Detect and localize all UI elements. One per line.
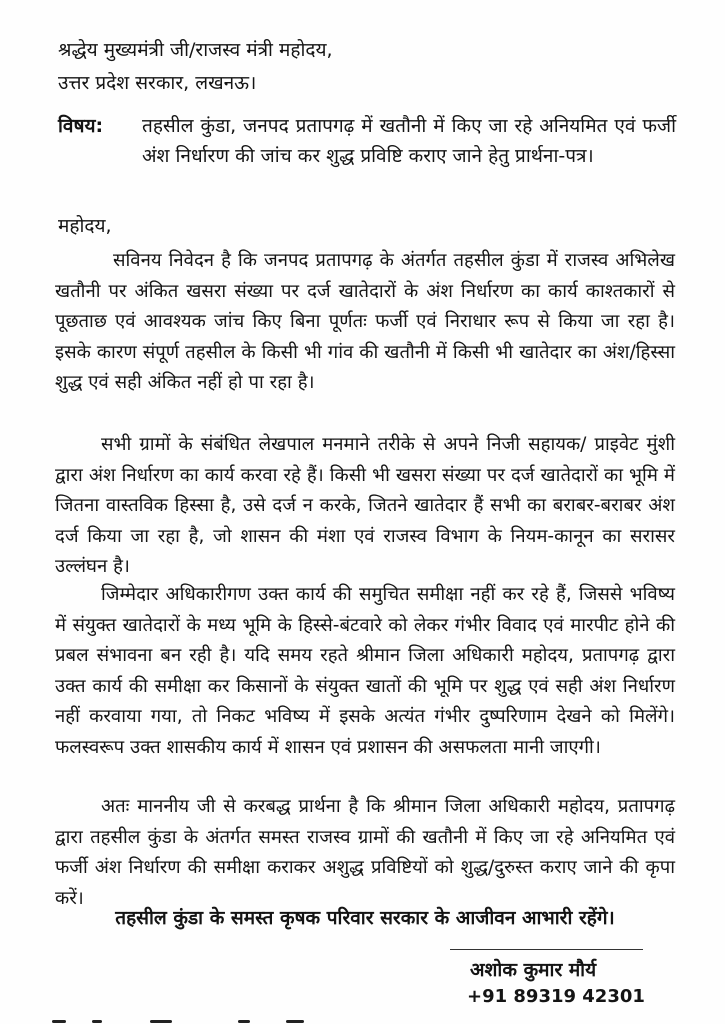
cut-mark xyxy=(150,1020,172,1023)
subject-block xyxy=(58,111,676,171)
subject-label: विषय: xyxy=(58,115,104,137)
signatory-name: अशोक कुमार मौर्य xyxy=(470,959,597,981)
signature-line xyxy=(450,949,643,950)
paragraph-3: जिम्मेदार अधिकारीगण उक्त कार्य की समुचित समीक्षा नहीं कर रहे हैं, जिससे भविष्य में संयुक्त खातेदारों के मध्य भूमि के हिस्से-बंटवारे को लेकर गंभीर विवाद एवं मारपीट होने की प्रबल संभावना बन रही है। यदि समय रहते श्रीमान जिला अधिकारी महोदय, प्रतापगढ़ द्वारा उक्त कार्य की समीक्षा कर किसानों के संयुक्त खातों की भूमि पर शुद्ध एवं सही अंश निर्धारण नहीं करवाया गया, तो निकट भविष्य में इसके अत्यंत गंभीर दुष्परिणाम देखने को मिलेंगे। फलस्वरूप उक्त शासकीय कार्य में शासन एवं प्रशासन की असफलता मानी जाएगी। xyxy=(55,584,675,758)
closing-line: तहसील कुंडा के समस्त कृषक परिवार सरकार के आजीवन आभारी रहेंगे। xyxy=(115,907,615,929)
recipient-line-2: उत्तर प्रदेश सरकार, लखनऊ। xyxy=(58,72,257,94)
signatory-phone: +91 89319 42301 xyxy=(467,986,645,1007)
cut-mark xyxy=(92,1020,102,1023)
salutation: महोदय, xyxy=(58,215,112,237)
cut-off-next-line xyxy=(0,1016,725,1024)
cut-mark xyxy=(286,1020,304,1023)
paragraph-1: सविनय निवेदन है कि जनपद प्रतापगढ़ के अंतर्गत तहसील कुंडा में राजस्व अभिलेख खतौनी पर अंकित खसरा संख्या पर दर्ज खातेदारों के अंश निर्धारण का कार्य काश्तकारों से पूछताछ एवं आवश्यक जांच किए बिना पूर्णतः फर्जी एवं निराधार रूप से किया जा रहा है। इसके कारण संपूर्ण तहसील के किसी भी गांव की खतौनी में किसी भी खातेदार का अंश/हिस्सा शुद्ध एवं सही अंकित नहीं हो पा रहा है। xyxy=(55,250,675,393)
paragraph-2: सभी ग्रामों के संबंधित लेखपाल मनमाने तरीके से अपने निजी सहायक/ प्राइवेट मुंशी द्वारा अंश निर्धारण का कार्य करवा रहे हैं। किसी भी खसरा संख्या पर दर्ज खातेदारों का भूमि में जितना वास्तविक हिस्सा है, उसे दर्ज न करके, जितने खातेदार हैं सभी का बराबर-बराबर अंश दर्ज किया जा रहा है, जो शासन की मंशा एवं राजस्व विभाग के नियम-कानून का सरासर उल्लंघन है। xyxy=(55,434,675,577)
cut-mark xyxy=(52,1020,66,1023)
cut-mark xyxy=(238,1020,250,1023)
subject-text: तहसील कुंडा, जनपद प्रतापगढ़ में खतौनी में किए जा रहे अनियमित एवं फर्जी अंश निर्धारण की जांच कर शुद्ध प्रविष्टि कराए जाने हेतु प्रार्थना-पत्र। xyxy=(142,115,676,167)
recipient-line-1: श्रद्धेय मुख्यमंत्री जी/राजस्व मंत्री महोदय, xyxy=(58,39,333,61)
paragraph-4: अतः माननीय जी से करबद्ध प्रार्थना है कि श्रीमान जिला अधिकारी महोदय, प्रतापगढ़ द्वारा तहसील कुंडा के अंतर्गत समस्त राजस्व ग्रामों की खतौनी में किए जा रहे अनियमित एवं फर्जी अंश निर्धारण की समीक्षा कराकर अशुद्ध प्रविष्टियों को शुद्ध/दुरुस्त कराए जाने की कृपा करें। xyxy=(55,796,675,909)
